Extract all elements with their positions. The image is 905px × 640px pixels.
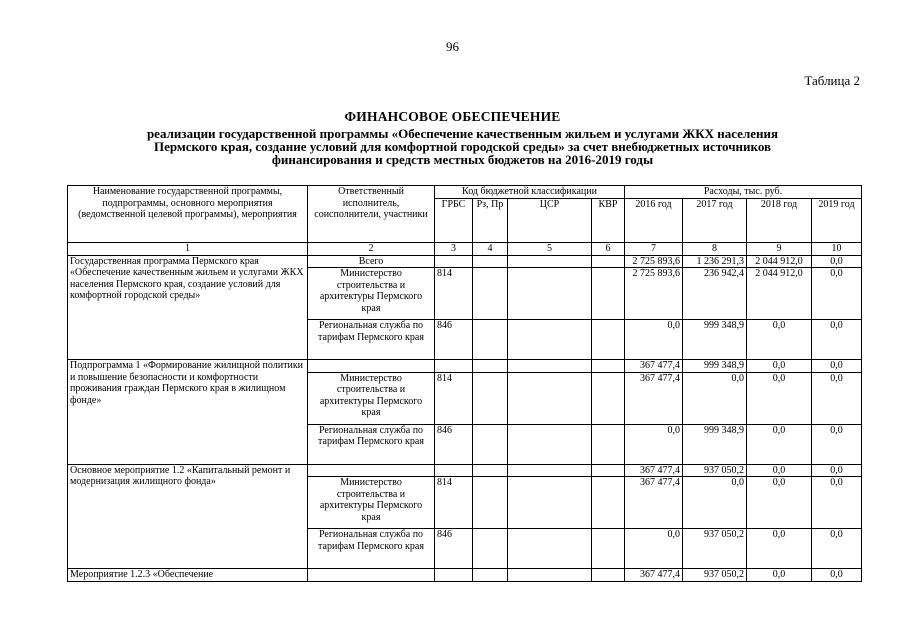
row-2018: 2 044 912,0 [747,268,812,320]
header-2016: 2016 год [625,199,683,243]
row-2016: 2 725 893,6 [625,255,683,268]
header-2017: 2017 год [683,199,747,243]
row-csr [508,320,592,360]
row-kvr [592,268,625,320]
row-executor: Министерство строительства и архитектуры Пермского края [308,268,435,320]
header-2019: 2019 год [812,199,862,243]
row-kvr [592,424,625,464]
column-number: 4 [473,243,508,256]
column-number: 8 [683,243,747,256]
row-kvr [592,464,625,477]
header-executor: Ответственный исполнитель, соисполнители, участники [308,186,435,243]
row-rzpr [473,255,508,268]
row-2017: 999 348,9 [683,360,747,373]
table-row [68,360,862,373]
table-row [68,569,862,582]
header-kvr: КВР [592,199,625,243]
row-2019: 0,0 [812,268,862,320]
row-csr [508,529,592,569]
row-2019: 0,0 [812,477,862,529]
table-row [68,255,862,268]
subtitle-line: реализации государственной программы «Обеспечение качественным жильем и услугами ЖКХ населения [146,126,779,141]
header-grbs: ГРБС [435,199,473,243]
row-rzpr [473,320,508,360]
row-grbs: 846 [435,424,473,464]
row-2017: 0,0 [683,372,747,424]
row-name: Подпрограмма 1 «Формирование жилищной политики и повышение безопасности и комфортности проживания граждан Пермского края в жилищном фонде» [68,360,308,465]
row-executor: Региональная служба по тарифам Пермского края [308,529,435,569]
header-csr: ЦСР [508,199,592,243]
row-name: Основное мероприятие 1.2 «Капитальный ремонт и модернизация жилищного фонда» [68,464,308,569]
table-row [68,464,862,477]
row-grbs: 814 [435,372,473,424]
subtitle-line: финансирования и средств местных бюджетов на 2016-2019 годы [271,152,654,167]
row-2019: 0,0 [812,255,862,268]
row-2018: 0,0 [747,360,812,373]
row-executor: Министерство строительства и архитектуры Пермского края [308,477,435,529]
row-2017: 937 050,2 [683,529,747,569]
column-number: 3 [435,243,473,256]
row-2017: 1 236 291,3 [683,255,747,268]
row-2017: 999 348,9 [683,424,747,464]
column-number: 9 [747,243,812,256]
row-executor [308,360,435,373]
row-executor: Региональная служба по тарифам Пермского края [308,320,435,360]
row-2019: 0,0 [812,360,862,373]
column-number-row [68,243,862,256]
row-2018: 0,0 [747,372,812,424]
row-csr [508,424,592,464]
row-csr [508,255,592,268]
row-kvr [592,320,625,360]
document-title: ФИНАНСОВОЕ ОБЕСПЕЧЕНИЕ [344,109,561,124]
row-name: Мероприятие 1.2.3 «Обеспечение [68,569,308,582]
row-2019: 0,0 [812,529,862,569]
header-2018: 2018 год [747,199,812,243]
header-budget-code: Код бюджетной классификации [435,186,625,199]
financing-table [67,185,862,582]
row-kvr [592,529,625,569]
header-name: Наименование государственной программы, подпрограммы, основного мероприятия (ведомственной целевой программы), мероприятия [68,186,308,243]
row-2018: 0,0 [747,569,812,582]
header-rzpr: Рз, Пр [473,199,508,243]
row-rzpr [473,529,508,569]
row-kvr [592,477,625,529]
row-2017: 236 942,4 [683,268,747,320]
row-2016: 367 477,4 [625,464,683,477]
row-grbs [435,255,473,268]
document-subtitle [60,127,865,166]
row-grbs: 846 [435,529,473,569]
row-2016: 0,0 [625,424,683,464]
column-number: 1 [68,243,308,256]
row-kvr [592,255,625,268]
row-csr [508,360,592,373]
row-2016: 367 477,4 [625,477,683,529]
row-csr [508,477,592,529]
row-grbs [435,569,473,582]
row-2016: 367 477,4 [625,569,683,582]
column-number: 7 [625,243,683,256]
row-csr [508,569,592,582]
row-2017: 937 050,2 [683,464,747,477]
row-2018: 2 044 912,0 [747,255,812,268]
row-2018: 0,0 [747,320,812,360]
row-rzpr [473,464,508,477]
table-label: Таблица 2 [804,73,860,88]
row-executor [308,464,435,477]
row-grbs: 814 [435,477,473,529]
row-2016: 367 477,4 [625,360,683,373]
row-kvr [592,372,625,424]
row-2019: 0,0 [812,372,862,424]
row-2016: 0,0 [625,320,683,360]
row-rzpr [473,360,508,373]
column-number: 5 [508,243,592,256]
header-expenses: Расходы, тыс. руб. [625,186,862,199]
row-2018: 0,0 [747,424,812,464]
row-grbs: 814 [435,268,473,320]
row-grbs [435,360,473,373]
column-number: 10 [812,243,862,256]
row-2019: 0,0 [812,424,862,464]
row-2017: 937 050,2 [683,569,747,582]
row-2017: 0,0 [683,477,747,529]
row-kvr [592,569,625,582]
row-csr [508,268,592,320]
row-csr [508,464,592,477]
row-rzpr [473,372,508,424]
row-executor: Региональная служба по тарифам Пермского края [308,424,435,464]
row-2016: 367 477,4 [625,372,683,424]
row-grbs: 846 [435,320,473,360]
row-executor: Министерство строительства и архитектуры Пермского края [308,372,435,424]
row-2017: 999 348,9 [683,320,747,360]
row-kvr [592,360,625,373]
row-2018: 0,0 [747,477,812,529]
row-2019: 0,0 [812,320,862,360]
subtitle-line: Пермского края, создание условий для комфортной городской среды» за счет внебюджетных источников [153,139,772,154]
row-executor [308,569,435,582]
row-2016: 0,0 [625,529,683,569]
row-2019: 0,0 [812,464,862,477]
row-csr [508,372,592,424]
row-rzpr [473,424,508,464]
row-executor: Всего [308,255,435,268]
row-2019: 0,0 [812,569,862,582]
row-rzpr [473,268,508,320]
row-name: Государственная программа Пермского края «Обеспечение качественным жильем и услугами ЖКХ населения Пермского края, создание условий для комфортной городской среды» [68,255,308,360]
column-number: 2 [308,243,435,256]
row-2018: 0,0 [747,464,812,477]
page-number: 96 [446,39,459,54]
row-2018: 0,0 [747,529,812,569]
row-rzpr [473,477,508,529]
row-2016: 2 725 893,6 [625,268,683,320]
row-grbs [435,464,473,477]
row-rzpr [473,569,508,582]
column-number: 6 [592,243,625,256]
